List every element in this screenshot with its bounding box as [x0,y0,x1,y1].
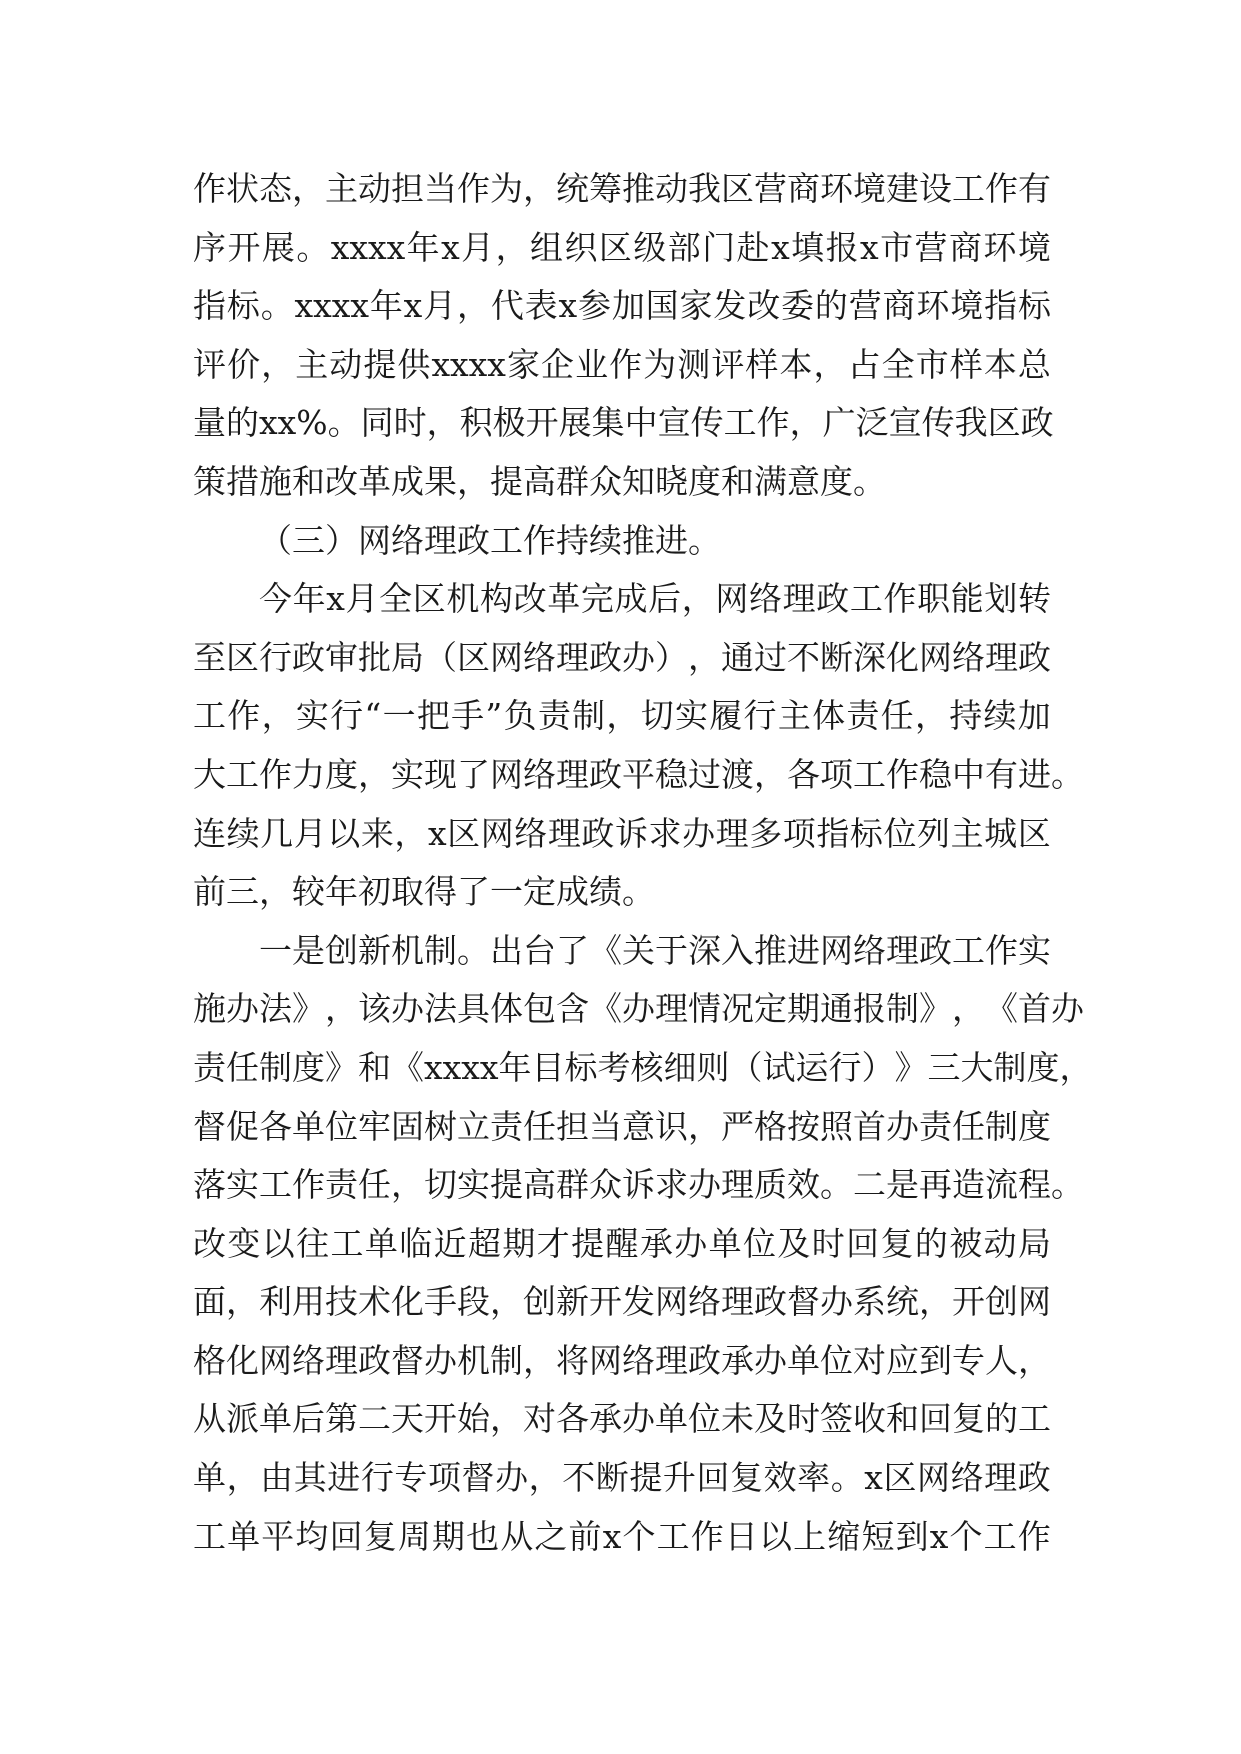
text-line: 前三，较年初取得了一定成绩。 [193,872,655,912]
text-line: 评 价 ， 主 动 提 供 xxxx 家 企 业 作 为 测 评 样 本 ， 占 全 市 样 本 总 [193,344,1051,384]
text-line: 责 任 制 度 》 和 《 xxxx 年 目 标 考 核 细 则 （ 试 运 行 ） 》 三 大 制 度 ， [193,1047,1093,1087]
paragraph-first-line: 今 年 x 月 全 区 机 构 改 革 完 成 后 ， 网 络 理 政 工 作 职 能 划 转 [259,579,1051,619]
text-line: 连 续 几 月 以 来 ， x 区 网 络 理 政 诉 求 办 理 多 项 指 标 位 列 主 城 区 [193,813,1051,853]
text-line: 至 区 行 政 审 批 局 （ 区 网 络 理 政 办 ） ， 通 过 不 断 深 化 网 络 理 政 [193,637,1051,677]
text-line: 落 实 工 作 责 任 ， 切 实 提 高 群 众 诉 求 办 理 质 效 。 二 是 再 造 流 程 。 [193,1165,1084,1205]
text-line: 单 ， 由 其 进 行 专 项 督 办 ， 不 断 提 升 回 复 效 率 。 x 区 网 络 理 政 [193,1458,1051,1498]
text-line: 工 单 平 均 回 复 周 期 也 从 之 前 x 个 工 作 日 以 上 缩 短 到 x 个 工 作 [193,1516,1051,1556]
text-line: 从 派 单 后 第 二 天 开 始 ， 对 各 承 办 单 位 未 及 时 签 收 和 回 复 的 工 [193,1399,1051,1439]
section-heading: （三）网络理政工作持续推进。 [259,520,721,560]
document-body [193,160,1093,1566]
text-line: 改 变 以 往 工 单 临 近 超 期 才 提 醒 承 办 单 位 及 时 回 复 的 被 动 局 [193,1223,1051,1263]
text-line: 作 状 态 ， 主 动 担 当 作 为 ， 统 筹 推 动 我 区 营 商 环 境 建 设 工 作 有 [193,169,1051,208]
text-line: 序 开 展 。 xxxx 年 x 月 ， 组 织 区 级 部 门 赴 x 填 报 x 市 营 商 环 境 [193,227,1051,267]
text-line: 格 化 网 络 理 政 督 办 机 制 ， 将 网 络 理 政 承 办 单 位 对 应 到 专 人 ， [193,1340,1051,1380]
text-line: 施 办 法 》 ， 该 办 法 具 体 包 含 《 办 理 情 况 定 期 通 报 制 》 ， 《 首 办 [193,989,1084,1029]
text-line: 大 工 作 力 度 ， 实 现 了 网 络 理 政 平 稳 过 渡 ， 各 项 工 作 稳 中 有 进 。 [193,754,1084,794]
text-line: 工 作 ， 实 行 “ 一 把 手 ” 负 责 制 ， 切 实 履 行 主 体 责 任 ， 持 续 加 [193,696,1051,736]
paragraph-first-line: 一 是 创 新 机 制 。 出 台 了 《 关 于 深 入 推 进 网 络 理 政 工 作 实 [259,930,1051,970]
text-line: 量 的 xx% 。 同 时 ， 积 极 开 展 集 中 宣 传 工 作 ， 广 泛 宣 传 我 区 政 [193,403,1054,443]
text-line: 指 标 。 xxxx 年 x 月 ， 代 表 x 参 加 国 家 发 改 委 的 营 商 环 境 指 标 [193,286,1051,326]
text-line: 督 促 各 单 位 牢 固 树 立 责 任 担 当 意 识 ， 严 格 按 照 首 办 责 任 制 度 [193,1106,1051,1146]
text-line: 面 ， 利 用 技 术 化 手 段 ， 创 新 开 发 网 络 理 政 督 办 系 统 ， 开 创 网 [193,1282,1051,1322]
text-line: 策措施和改革成果，提高群众知晓度和满意度。 [193,461,886,501]
